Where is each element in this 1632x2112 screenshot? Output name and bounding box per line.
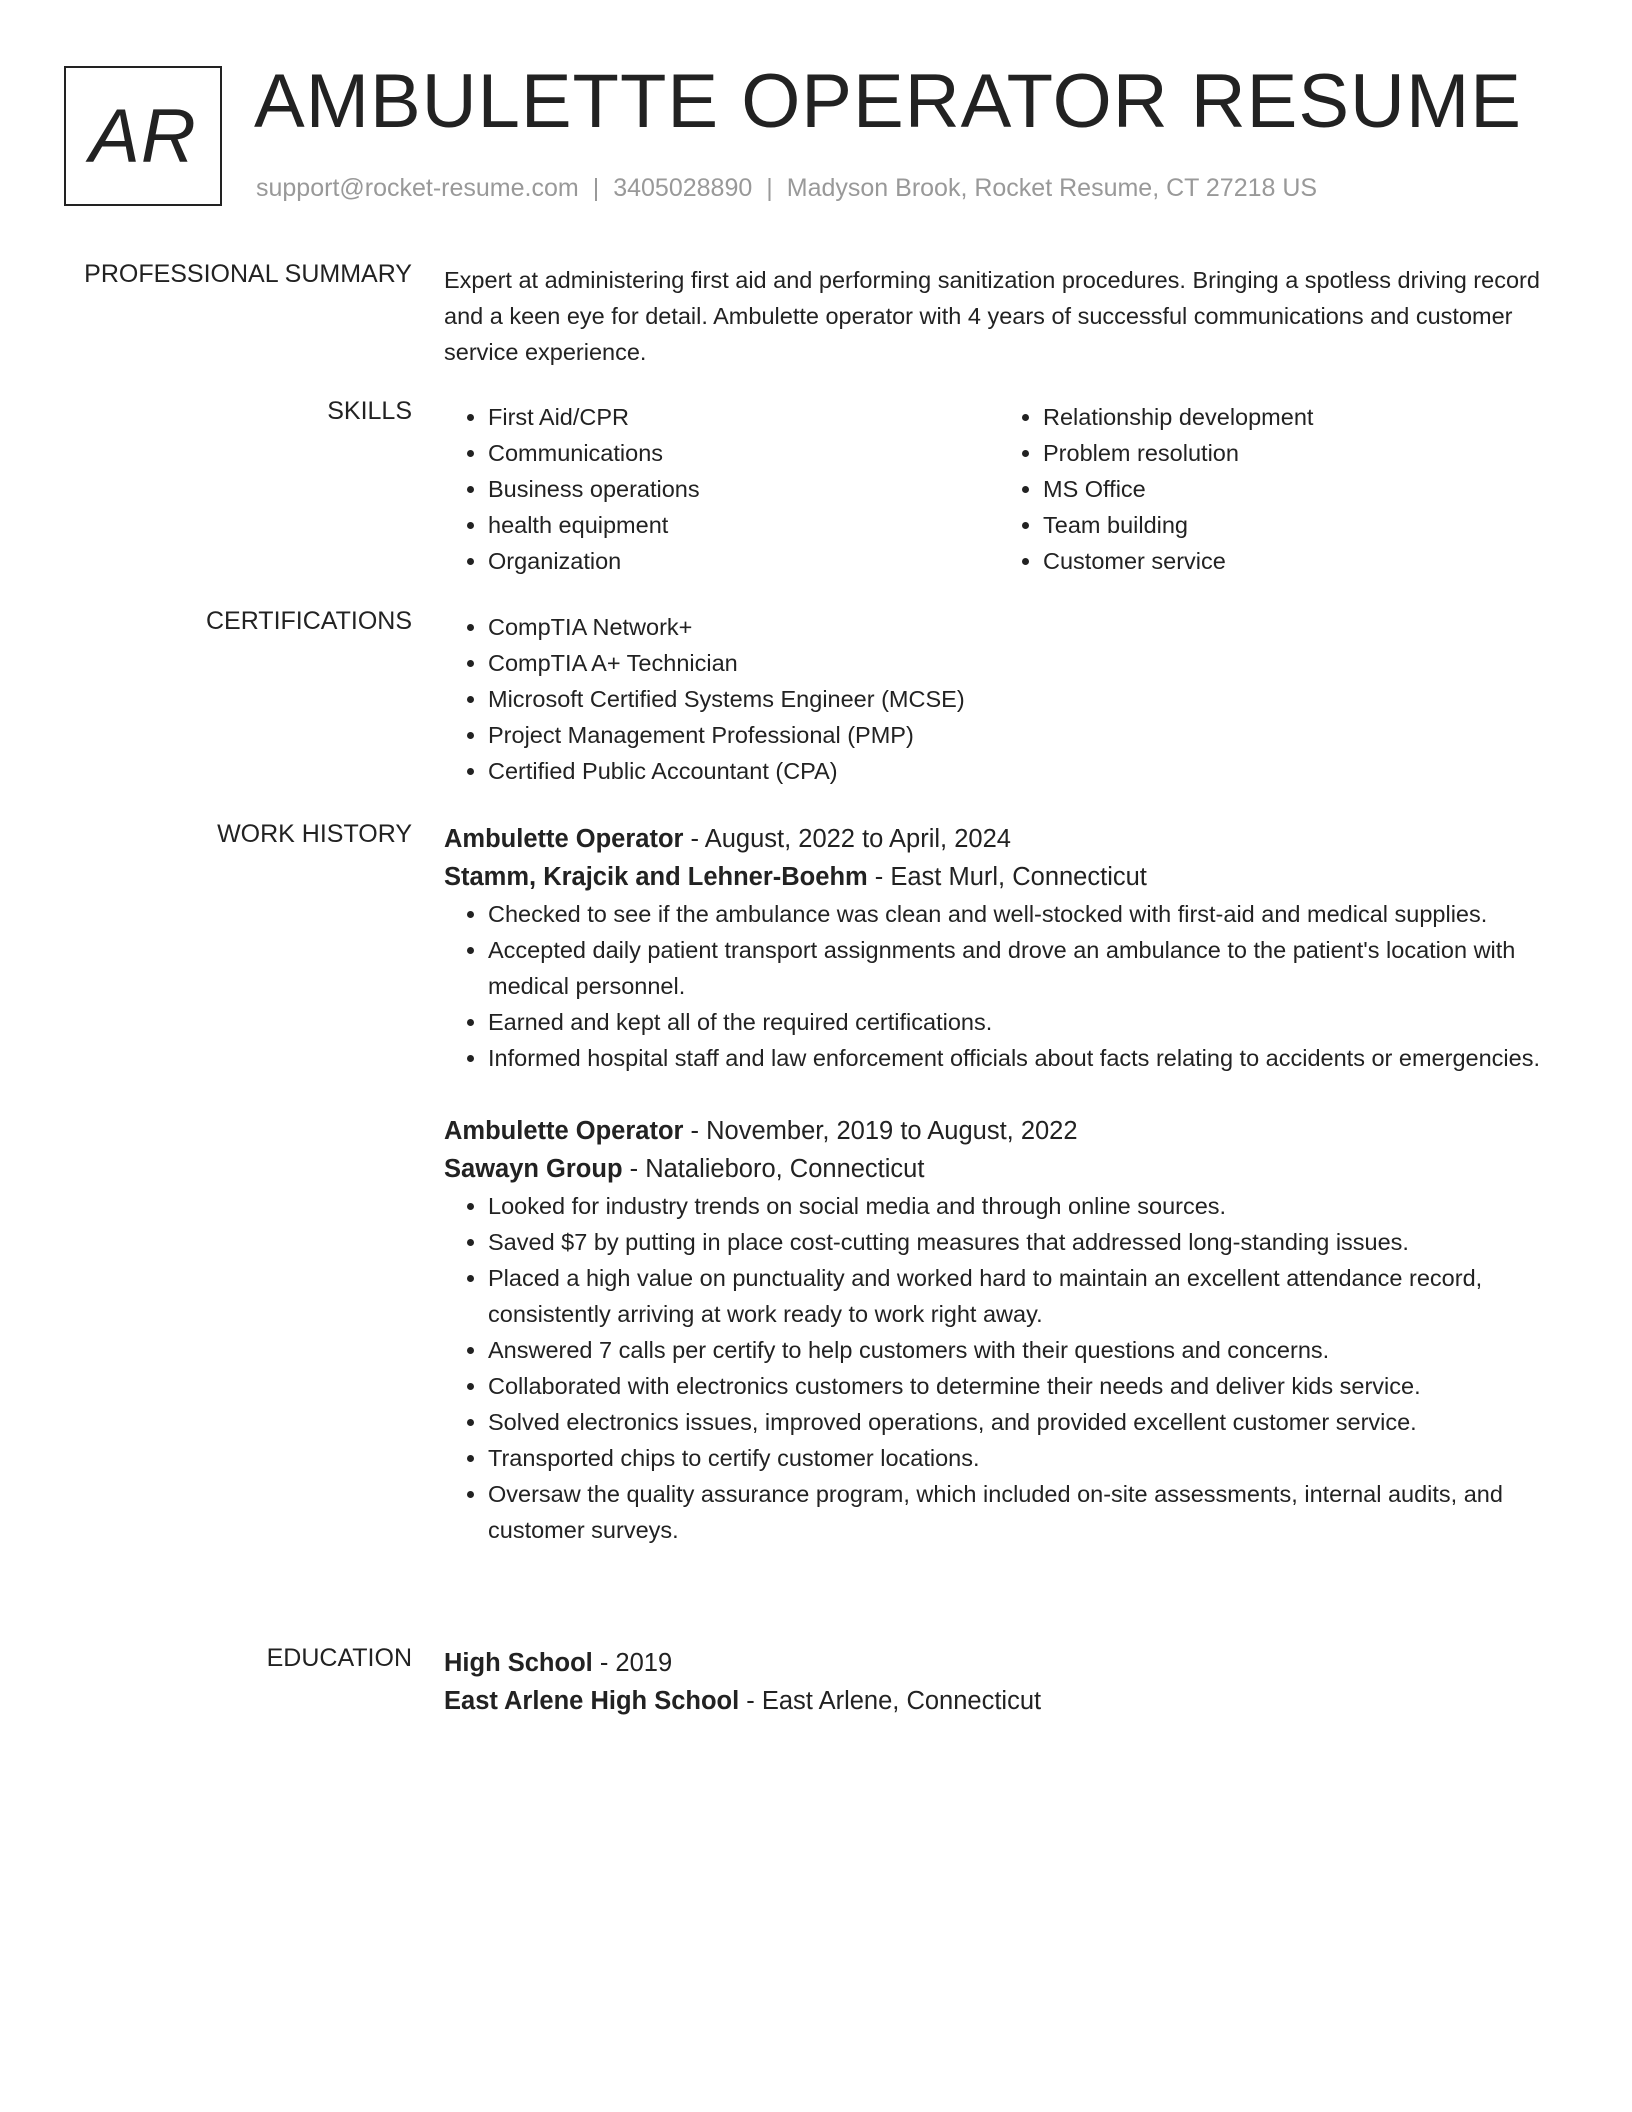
- education-school-line: [444, 1682, 1554, 1720]
- section-label-skills: SKILLS: [327, 397, 412, 425]
- education-body: [444, 1644, 1554, 1720]
- job-title: Ambulette Operator: [444, 825, 684, 853]
- job-duty: • Answered 7 calls per certify to help customers with their questions and concerns.: [488, 1332, 1554, 1368]
- job-duty: • Informed hospital staff and law enforcement officials about facts relating to accidents or emergencies.: [488, 1040, 1554, 1076]
- contact-address: Madyson Brook, Rocket Resume, CT 27218 US: [786, 174, 1318, 202]
- job-duty: • Accepted daily patient transport assignments and drove an ambulance to the patient's location with medical personnel.: [488, 932, 1554, 1004]
- summary-body: [444, 262, 1554, 370]
- job-dates: - November, 2019 to August, 2022: [683, 1117, 1078, 1145]
- education-degree-line: [444, 1644, 1554, 1682]
- certification-item: • Project Management Professional (PMP): [488, 717, 1554, 753]
- contact-separator: |: [766, 174, 773, 202]
- skill-item: • Problem resolution: [1043, 435, 1554, 471]
- job-duty: • Solved electronics issues, improved operations, and provided excellent customer service.: [488, 1404, 1554, 1440]
- certification-item: • Microsoft Certified Systems Engineer (MCSE): [488, 681, 1554, 717]
- section-label-education: EDUCATION: [266, 1644, 412, 1672]
- education-location: - East Arlene, Connecticut: [739, 1687, 1042, 1715]
- job-company: Stamm, Krajcik and Lehner-Boehm: [444, 863, 868, 891]
- certification-item: • Certified Public Accountant (CPA): [488, 753, 1554, 789]
- monogram-logo: AR: [64, 66, 222, 206]
- skill-item: • Team building: [1043, 507, 1554, 543]
- skill-item: • Communications: [488, 435, 999, 471]
- education-degree: High School: [444, 1649, 593, 1677]
- job-title: Ambulette Operator: [444, 1117, 684, 1145]
- skill-item: • First Aid/CPR: [488, 399, 999, 435]
- certifications-list: [444, 609, 1554, 789]
- job-entry: [444, 820, 1554, 1076]
- contact-phone: 3405028890: [613, 174, 753, 202]
- job-company: Sawayn Group: [444, 1155, 623, 1183]
- skill-item: • Customer service: [1043, 543, 1554, 579]
- job-location: - Natalieboro, Connecticut: [622, 1155, 925, 1183]
- job-title-line: [444, 1112, 1554, 1150]
- certification-item: • CompTIA A+ Technician: [488, 645, 1554, 681]
- job-duty: • Looked for industry trends on social media and through online sources.: [488, 1188, 1554, 1224]
- skills-list-left: [444, 399, 999, 579]
- job-company-line: [444, 1150, 1554, 1188]
- resume-title: AMBULETTE OPERATOR RESUME: [254, 59, 1522, 144]
- job-location: - East Murl, Connecticut: [867, 863, 1147, 891]
- skill-item: • health equipment: [488, 507, 999, 543]
- education-school: East Arlene High School: [444, 1687, 740, 1715]
- certifications-body: [444, 609, 1554, 789]
- job-dates: - August, 2022 to April, 2024: [683, 825, 1011, 853]
- certification-item: • CompTIA Network+: [488, 609, 1554, 645]
- work-history-body: [444, 820, 1554, 1548]
- job-company-line: [444, 858, 1554, 896]
- section-label-certifications: CERTIFICATIONS: [205, 607, 412, 635]
- skills-body: [444, 399, 1554, 579]
- job-title-line: [444, 820, 1554, 858]
- summary-text: Expert at administering first aid and performing sanitization procedures. Bringing a spotless driving record and a keen eye for detail. Ambulette operator with 4 years of successful communications and customer service experience.: [444, 267, 1540, 365]
- skill-item: • Organization: [488, 543, 999, 579]
- section-label-work-history: WORK HISTORY: [217, 820, 412, 848]
- contact-line: [256, 174, 1317, 203]
- job-entry: [444, 1112, 1554, 1548]
- job-duty: • Transported chips to certify customer locations.: [488, 1440, 1554, 1476]
- job-duty: • Collaborated with electronics customers to determine their needs and deliver kids service.: [488, 1368, 1554, 1404]
- skill-item: • Relationship development: [1043, 399, 1554, 435]
- job-duty: • Saved $7 by putting in place cost-cutting measures that addressed long-standing issues.: [488, 1224, 1554, 1260]
- job-duty: • Checked to see if the ambulance was clean and well-stocked with first-aid and medical supplies.: [488, 896, 1554, 932]
- education-year: - 2019: [592, 1649, 673, 1677]
- skill-item: • Business operations: [488, 471, 999, 507]
- contact-email: support@rocket-resume.com: [256, 174, 579, 202]
- contact-separator: |: [592, 174, 600, 202]
- job-duty: • Placed a high value on punctuality and worked hard to maintain an excellent attendance record, consistently arriving at work ready to work right away.: [488, 1260, 1554, 1332]
- skills-list-right: [999, 399, 1554, 579]
- job-duties-list: [444, 1188, 1554, 1548]
- skills-columns: [444, 399, 1554, 579]
- job-duty: • Earned and kept all of the required certifications.: [488, 1004, 1554, 1040]
- skill-item: • MS Office: [1043, 471, 1554, 507]
- job-duty: • Oversaw the quality assurance program, which included on-site assessments, internal audits, and customer surveys.: [488, 1476, 1554, 1548]
- job-duties-list: [444, 896, 1554, 1076]
- section-label-summary: PROFESSIONAL SUMMARY: [84, 260, 412, 288]
